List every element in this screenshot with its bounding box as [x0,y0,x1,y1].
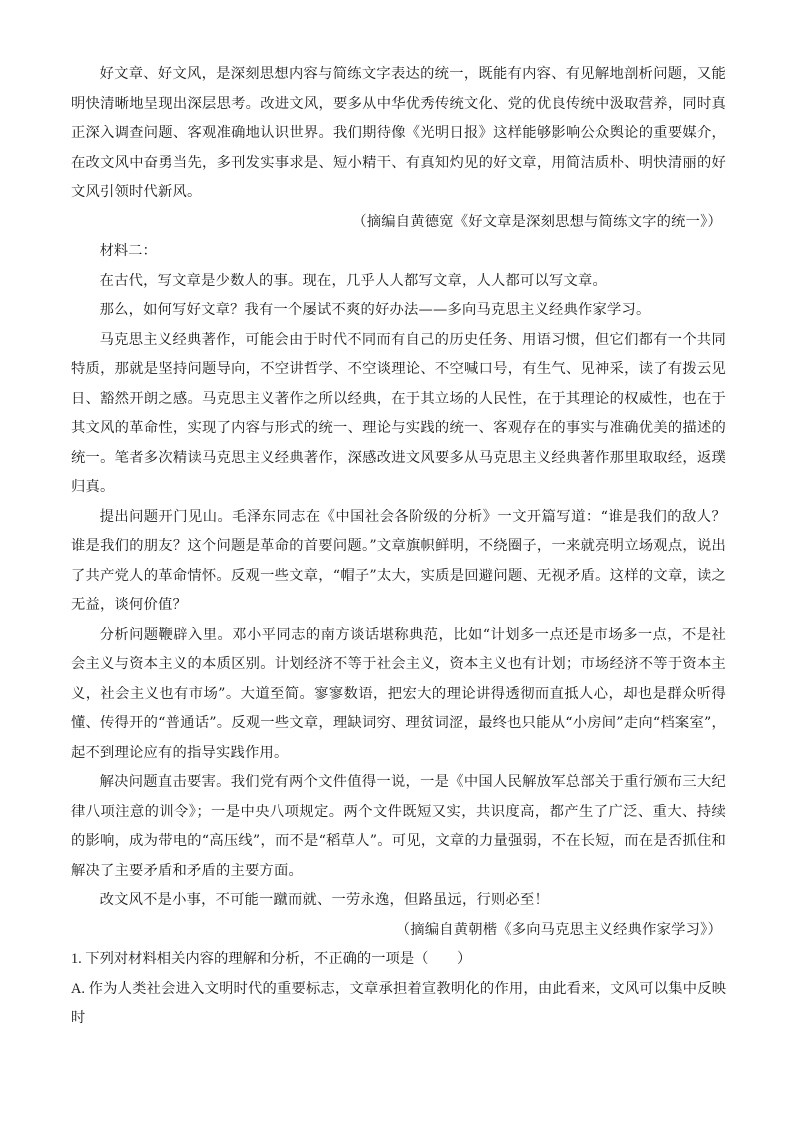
paragraph-conclusion: 改文风不是小事，不可能一蹴而就、一劳永逸，但路虽远，行则必至！ [99,892,549,908]
paragraph-raise-problem: 提出问题开门见山。毛泽东同志在《中国社会各阶级的分析》一文开篇写道：“谁是我们的敌人？谁是我们的朋友？这个问题是革命的首要问题。”文章旗帜鲜明，不绕圈子，一来就亮明立场观点，说出了共产党人的革命情怀。反观一些文章，“帽子”太大，实质是回避问题、无视矛盾。这样的文章，读之无益，谈何价值？ [71,508,726,613]
document-page [71,60,726,1034]
paragraph-how-to-write: 那么，如何写好文章？我有一个屡试不爽的好办法——多向马克思主义经典作家学习。 [99,302,651,318]
paragraph-solve-problem: 解决问题直击要害。我们党有两个文件值得一说，一是《中国人民解放军总部关于重行颁布三大纪律八项注意的训令》；一是中央八项规定。两个文件既短又实，共识度高，都产生了广泛、重大、持续的影响，成为带电的“高压线”，而不是“稻草人”。可见，文章的力量强弱，不在长短，而在是否抓住和解决了主要矛盾和矛盾的主要方面。 [71,774,726,879]
paragraph-analyze-problem: 分析问题鞭辟入里。邓小平同志的南方谈话堪称典范，比如“计划多一点还是市场多一点，不是社会主义与资本主义的本质区别。计划经济不等于社会主义，资本主义也有计划；市场经济不等于资本主义，社会主义也有市场”。大道至简。寥寥数语，把宏大的理论讲得透彻而直抵人心，却也是群众听得懂、传得开的“普通话”。反观一些文章，理缺词穷、理贫词涩，最终也只能从“小房间”走向“档案室”，起不到理论应有的指导实践作用。 [71,626,726,761]
question-1-option-a: A. 作为人类社会进入文明时代的重要标志，文章承担着宣教明化的作用，由此看来，文风可以集中反映时 [71,980,726,1026]
paragraph-good-writing: 好文章、好文风，是深刻思想内容与简练文字表达的统一，既能有内容、有见解地剖析问题，又能明快清晰地呈现出深层思考。改进文风，要多从中华优秀传统文化、党的优良传统中汲取营养，同时真正深入调查问题、客观准确地认识世界。我们期待像《光明日报》这样能够影响公众舆论的重要媒介，在改文风中奋勇当先，多刊发实事求是、短小精干、有真知灼见的好文章，用简洁质朴、明快清丽的好文风引领时代新风。 [71,66,726,200]
paragraph-ancient-writing: 在古代，写文章是少数人的事。现在，几乎人人都写文章，人人都可以写文章。 [99,272,607,289]
paragraph-marxist-classics: 马克思主义经典著作，可能会由于时代不同而有自己的历史任务、用语习惯，但它们都有一个共同特质，那就是坚持问题导向，不空讲哲学、不空谈理论、不空喊口号，有生气、见神采，读了有拨云见日、豁然开朗之感。马克思主义著作之所以经典，在于其立场的人民性，在于其理论的权威性，也在于其文风的革命性，实现了内容与形式的统一、理论与实践的统一、客观存在的事实与准确优美的描述的统一。笔者多次精读马克思主义经典著作，深感改进文风要多从马克思主义经典著作那里取取经，返璞归真。 [71,331,726,495]
source-citation-1: （摘编自黄德宽《好文章是深刻思想与简练文字的统一》） [352,213,722,230]
material-2-heading: 材料二： [99,243,157,259]
source-citation-2: （摘编自黄朝楷《多向马克思主义经典作家学习》） [395,921,722,938]
question-1-stem: 1. 下列对材料相关内容的理解和分析，不正确的一项是（ ） [71,951,472,967]
